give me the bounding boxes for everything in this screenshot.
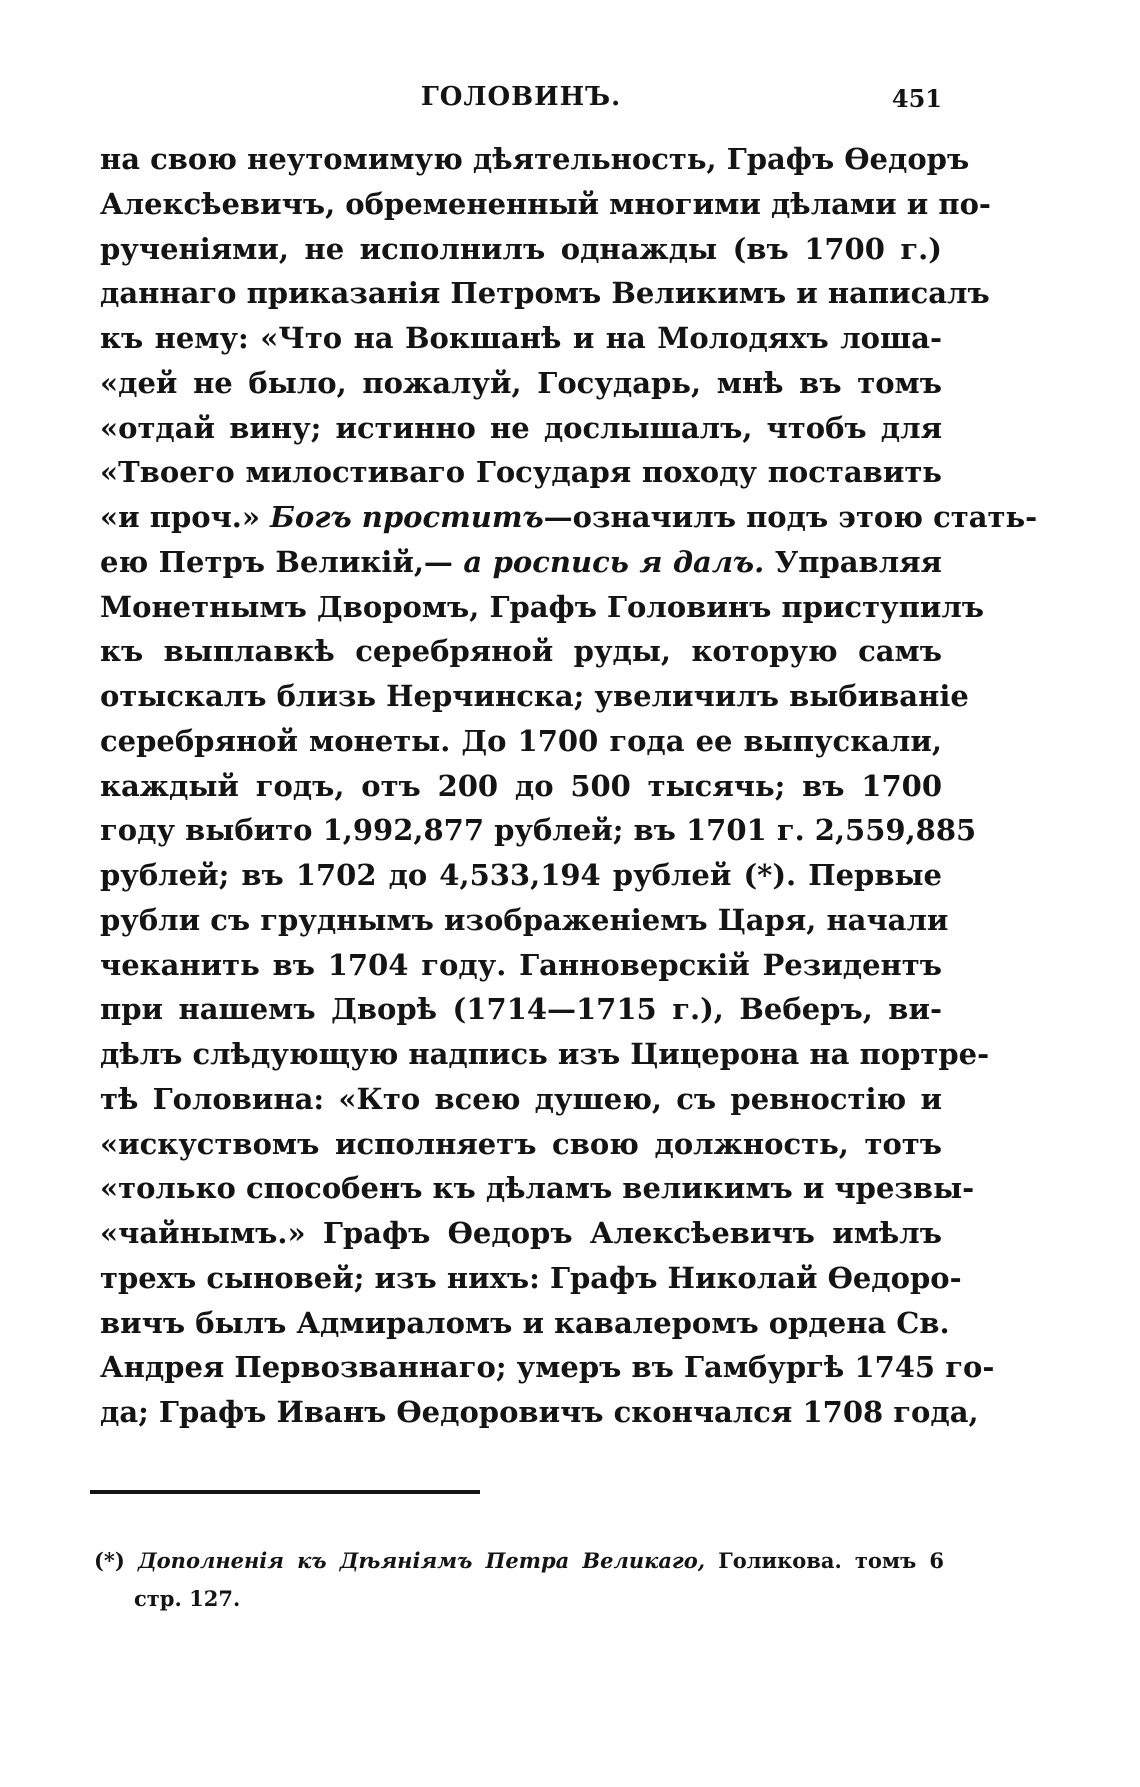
page-number: 451 <box>891 84 942 113</box>
body-text <box>100 137 1038 1435</box>
text-line: «Твоего милостиваго Государя походу поставить <box>100 455 942 490</box>
text-line <box>100 540 942 585</box>
running-title: ГОЛОВИНЪ. <box>420 82 622 112</box>
running-head <box>100 82 942 122</box>
line-start: ею Петръ Великій,— <box>100 544 453 579</box>
text-line: «чайнымъ.» Графъ Ѳедоръ Алексѣевичъ имѣлъ <box>100 1216 942 1250</box>
text-line: тѣ Головина: «Кто всею душею, съ ревностію и <box>100 1081 942 1116</box>
text-line: каждый годъ, отъ 200 до 500 тысячь; въ 1700 <box>100 768 942 803</box>
text-line: «дей не было, пожалуй, Государь, мнѣ въ томъ <box>100 365 942 400</box>
text-line: Андрея Первозваннаго; умеръ въ Гамбургѣ 1745 го- <box>100 1350 995 1385</box>
text-line: рублей; въ 1702 до 4,533,194 рублей (*). Первые <box>100 858 942 892</box>
footnote-source-rest: Голикова. томъ 6 <box>718 1548 945 1573</box>
text-line: на свою неутомимую дѣятельность, Графъ Ѳедоръ <box>100 142 970 176</box>
text-line: отыскалъ близь Нерчинска; увеличилъ выбиваніе <box>100 679 969 713</box>
text-line: трехъ сыновей; изъ нихъ: Графъ Николай Ѳедоро- <box>100 1260 962 1295</box>
text-line: Алексѣевичъ, обремененный многими дѣлами и по- <box>100 186 991 221</box>
quote-end: «и проч.» <box>100 500 261 534</box>
text-line: Монетнымъ Дворомъ, Графъ Головинъ приступилъ <box>100 589 985 624</box>
text-line: рубли съ груднымъ изображеніемъ Царя, начали <box>100 902 949 937</box>
text-line: «отдай вину; истинно не дослышалъ, чтобъ для <box>100 410 942 445</box>
footnote-marker: (*) <box>94 1548 125 1573</box>
footnote-source-title: Дополненія къ Дѣяніямъ Петра Великаго, <box>138 1548 706 1573</box>
text-line <box>100 495 1038 540</box>
text-line: да; Графъ Иванъ Ѳедоровичъ скончался 1708 года, <box>100 1395 979 1429</box>
text-line: «искуствомъ исполняетъ свою должность, тотъ <box>100 1126 942 1161</box>
text-line: къ выплавкѣ серебряной руды, которую самъ <box>100 634 942 669</box>
footnote-line <box>94 1542 944 1580</box>
text-line: къ нему: «Что на Вокшанѣ и на Молодяхъ лоша- <box>100 321 942 355</box>
footnote-line: стр. 127. <box>134 1586 241 1611</box>
line-rest: —означилъ подъ этою стать- <box>543 500 1038 534</box>
text-line: вичъ былъ Адмираломъ и кавалеромъ ордена Св. <box>100 1305 950 1340</box>
footnote <box>94 1542 944 1618</box>
text-line: даннаго приказанія Петромъ Великимъ и написалъ <box>100 276 990 311</box>
text-line: серебряной монеты. До 1700 года ее выпускали, <box>100 723 942 758</box>
text-line: рученіями, не исполнилъ однажды (въ 1700 г.) <box>100 231 942 266</box>
footnote-rule <box>90 1490 480 1494</box>
line-rest: Управляя <box>764 544 942 579</box>
text-line: году выбито 1,992,877 рублей; въ 1701 г. 2,559,885 <box>100 813 977 848</box>
text-line: чеканить въ 1704 году. Ганноверскій Резидентъ <box>100 947 942 982</box>
text-line: «только способенъ къ дѣламъ великимъ и чрезвы- <box>100 1171 975 1206</box>
text-line: дѣлъ слѣдующую надпись изъ Цицерона на портре- <box>100 1037 990 1071</box>
italic-phrase: а роспись я далъ. <box>463 544 765 579</box>
italic-phrase: Богъ проститъ <box>270 500 544 534</box>
text-line: при нашемъ Дворѣ (1714—1715 г.), Веберъ, ви- <box>100 992 942 1027</box>
